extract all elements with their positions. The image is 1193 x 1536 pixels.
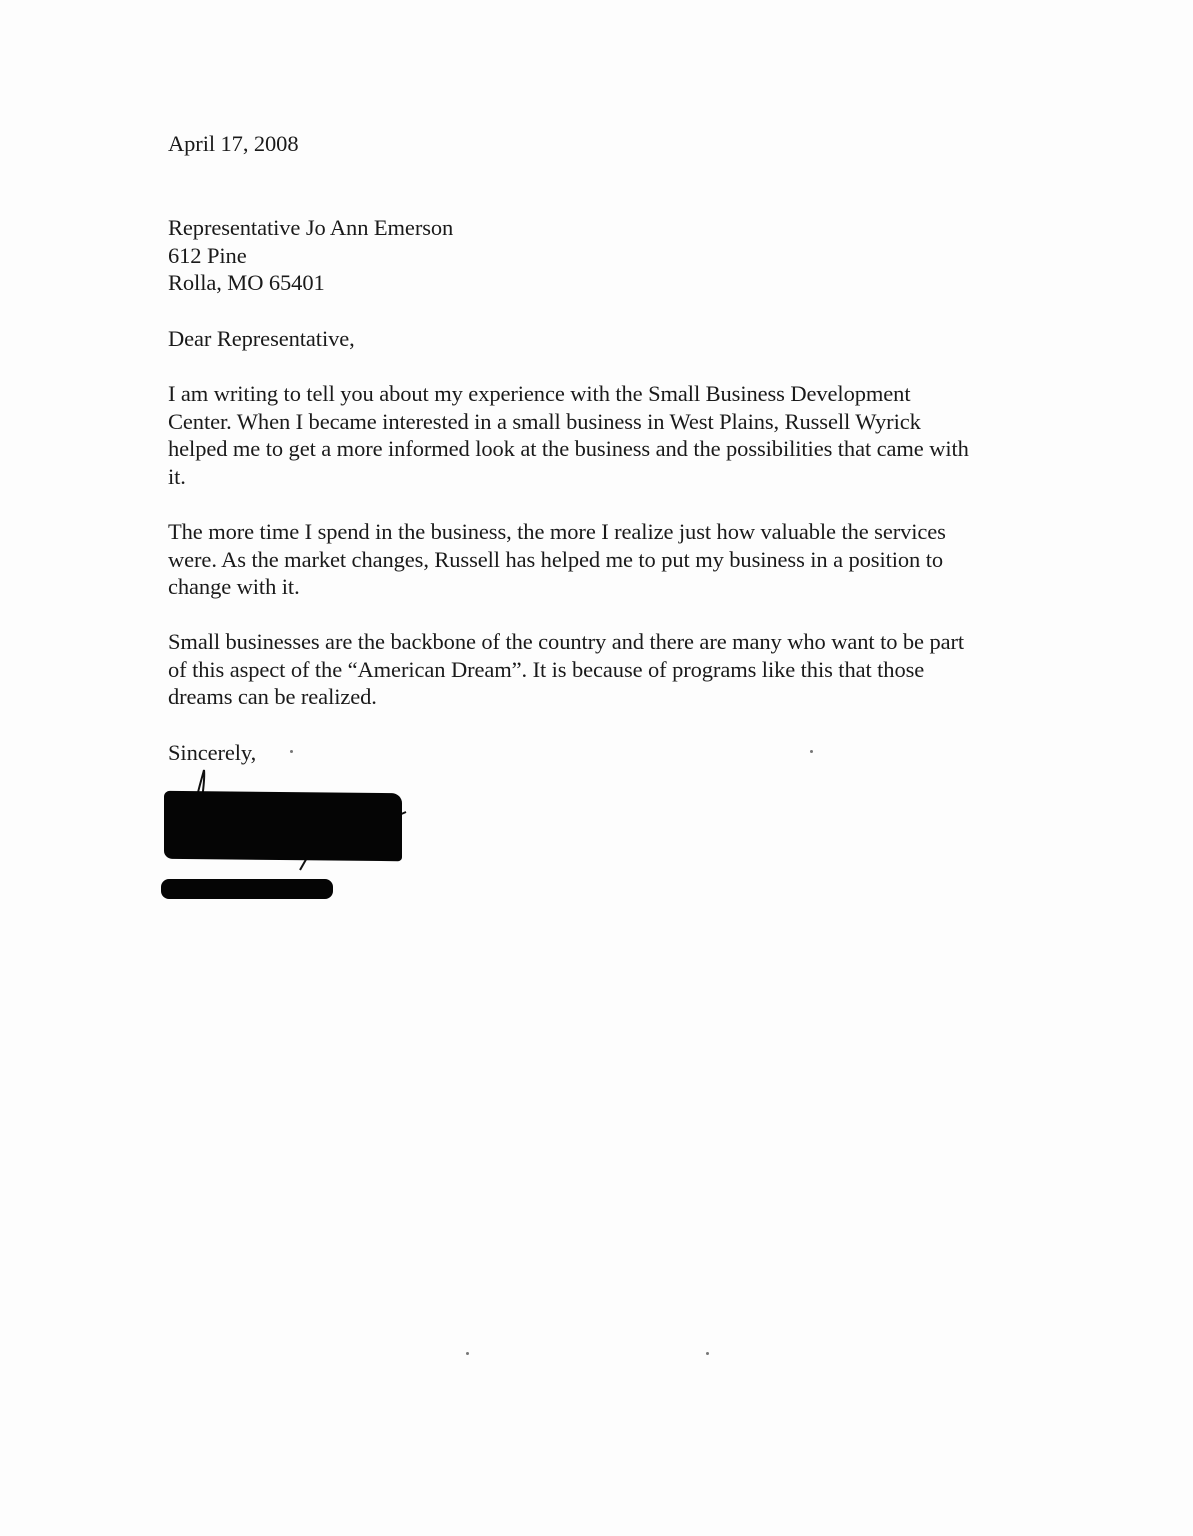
paragraph-line: Center. When I became interested in a small business in West Plains, Russell Wyrick	[168, 408, 921, 434]
scan-speck	[290, 750, 293, 753]
recipient-city-line: Rolla, MO 65401	[168, 270, 325, 295]
scan-speck	[706, 1352, 709, 1355]
recipient-address	[168, 214, 453, 297]
salutation: Dear Representative,	[168, 326, 355, 351]
paragraph-line: The more time I spend in the business, the more I realize just how valuable the services	[168, 519, 946, 544]
scan-speck	[810, 750, 813, 753]
paragraph-line: change with it.	[168, 574, 300, 599]
redacted-signature	[164, 791, 402, 861]
paragraph-line: were. As the market changes, Russell has helped me to put my business in a position to	[168, 546, 944, 572]
redacted-name	[161, 879, 333, 899]
recipient-street: 612 Pine	[168, 242, 247, 268]
closing: Sincerely,	[168, 740, 257, 765]
recipient-name: Representative Jo Ann Emerson	[168, 215, 454, 240]
paragraph-line: Small businesses are the backbone of the country and there are many who want to be part	[168, 629, 965, 654]
body-paragraph-3	[168, 628, 1028, 711]
paragraph-line: of this aspect of the “American Dream”. It is because of programs like this that those	[168, 656, 925, 682]
paragraph-line: I am writing to tell you about my experience with the Small Business Development	[168, 381, 911, 406]
paragraph-line: it.	[168, 463, 186, 489]
letter-date: April 17, 2008	[168, 131, 299, 156]
body-paragraph-1	[168, 380, 1028, 490]
paragraph-line: helped me to get a more informed look at the business and the possibilities that came with	[168, 436, 969, 461]
paragraph-line: dreams can be realized.	[168, 684, 377, 709]
scan-speck	[466, 1352, 469, 1355]
body-paragraph-2	[168, 518, 1028, 601]
